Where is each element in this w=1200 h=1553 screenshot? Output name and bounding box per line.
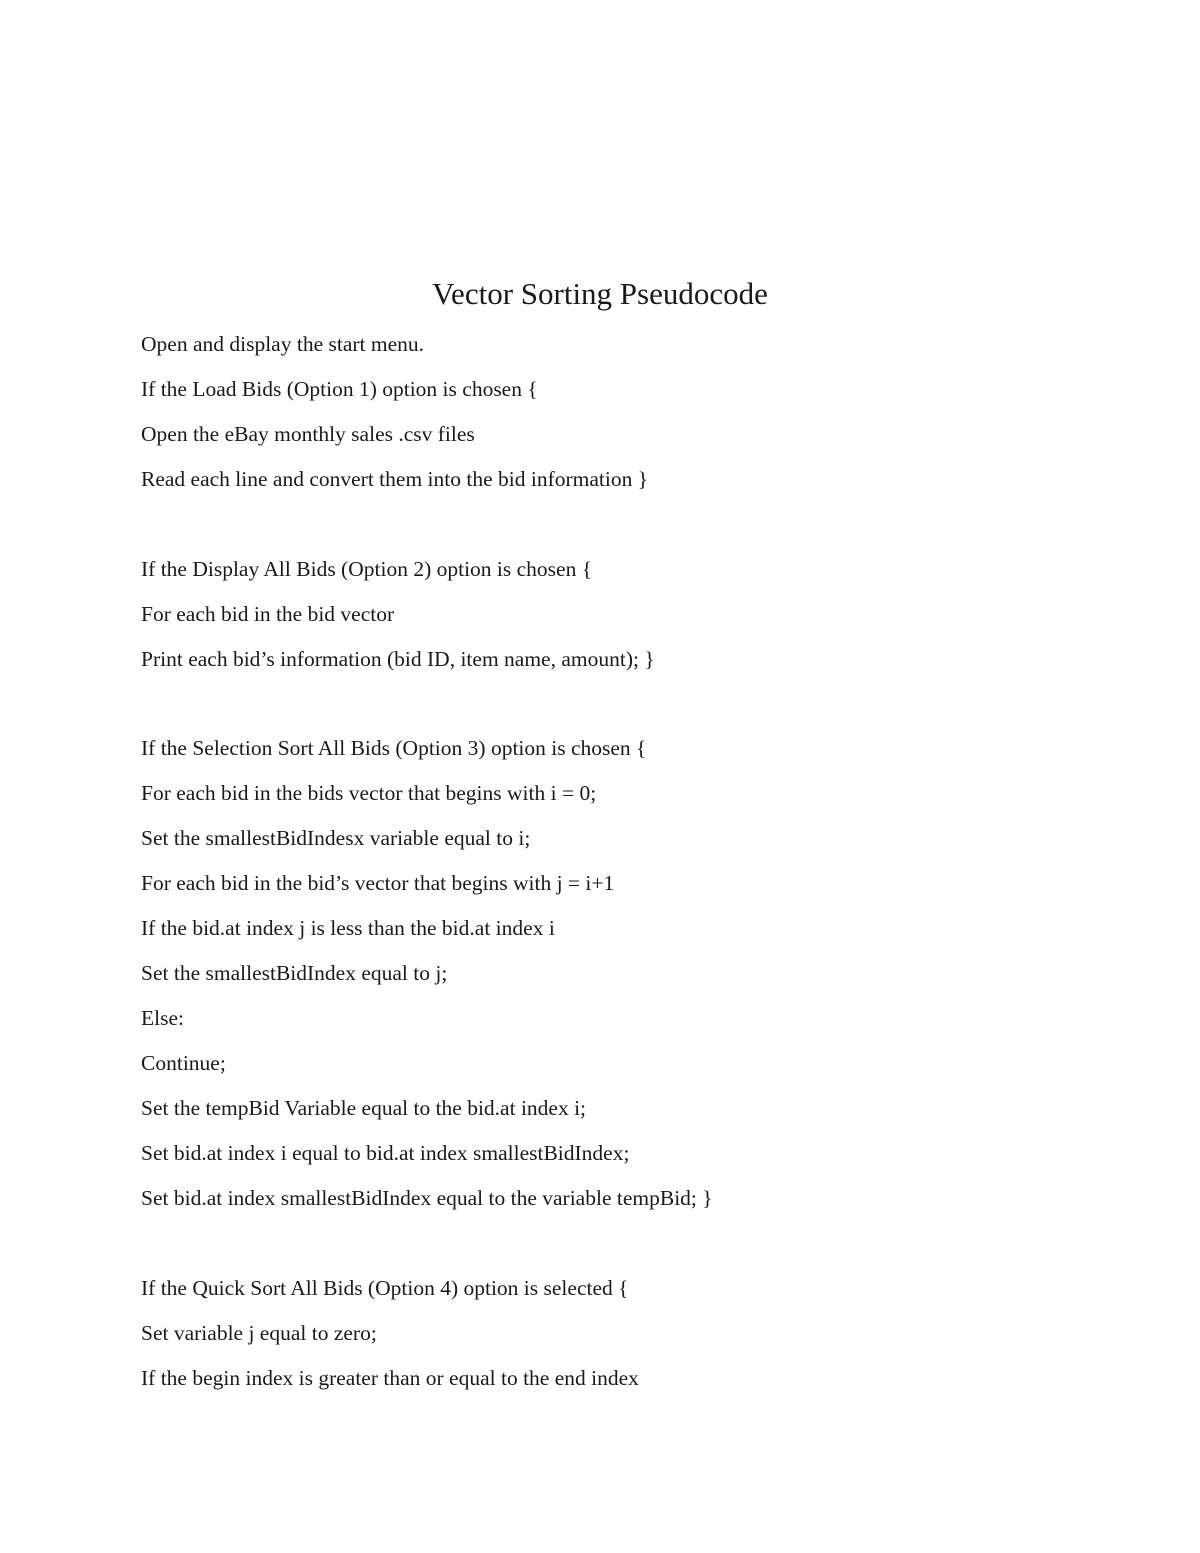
blank-line [141,687,1141,732]
text-line: For each bid in the bid’s vector that begins with j = i+1 [141,871,615,895]
text-line: Open and display the start menu. [141,332,425,356]
text-line: If the Selection Sort All Bids (Option 3) option is chosen { [141,736,647,760]
text-line: For each bid in the bids vector that begins with i = 0; [141,781,597,805]
text-line: If the Display All Bids (Option 2) option is chosen { [141,556,593,581]
text-line: For each bid in the bid vector [141,601,395,626]
text-line: Continue; [141,1051,226,1075]
text-line: Print each bid’s information (bid ID, item name, amount); } [141,646,655,671]
text-line: If the Quick Sort All Bids (Option 4) option is selected { [141,1275,629,1300]
text-line: Set bid.at index i equal to bid.at index smallestBidIndex; [141,1141,630,1165]
text-line: If the Load Bids (Option 1) option is chosen { [141,377,538,401]
text-line: Open the eBay monthly sales .csv files [141,422,475,446]
blank-line [141,507,1141,552]
text-line: Set bid.at index smallestBidIndex equal to the variable tempBid; } [141,1186,713,1210]
text-line: Else: [141,1006,184,1030]
text-line: Set the tempBid Variable equal to the bid.at index i; [141,1096,587,1120]
blank-line [141,1226,1141,1271]
text-line: Set the smallestBidIndesx variable equal to i; [141,826,531,850]
text-line: If the begin index is greater than or equal to the end index [141,1365,639,1390]
text-line: If the bid.at index j is less than the bid.at index i [141,916,555,940]
text-line: Set variable j equal to zero; [141,1320,377,1345]
text-line: Set the smallestBidIndex equal to j; [141,961,448,985]
text-line: Read each line and convert them into the bid information } [141,467,649,491]
document-title: Vector Sorting Pseudocode [432,276,768,311]
document-body [141,327,1141,1406]
